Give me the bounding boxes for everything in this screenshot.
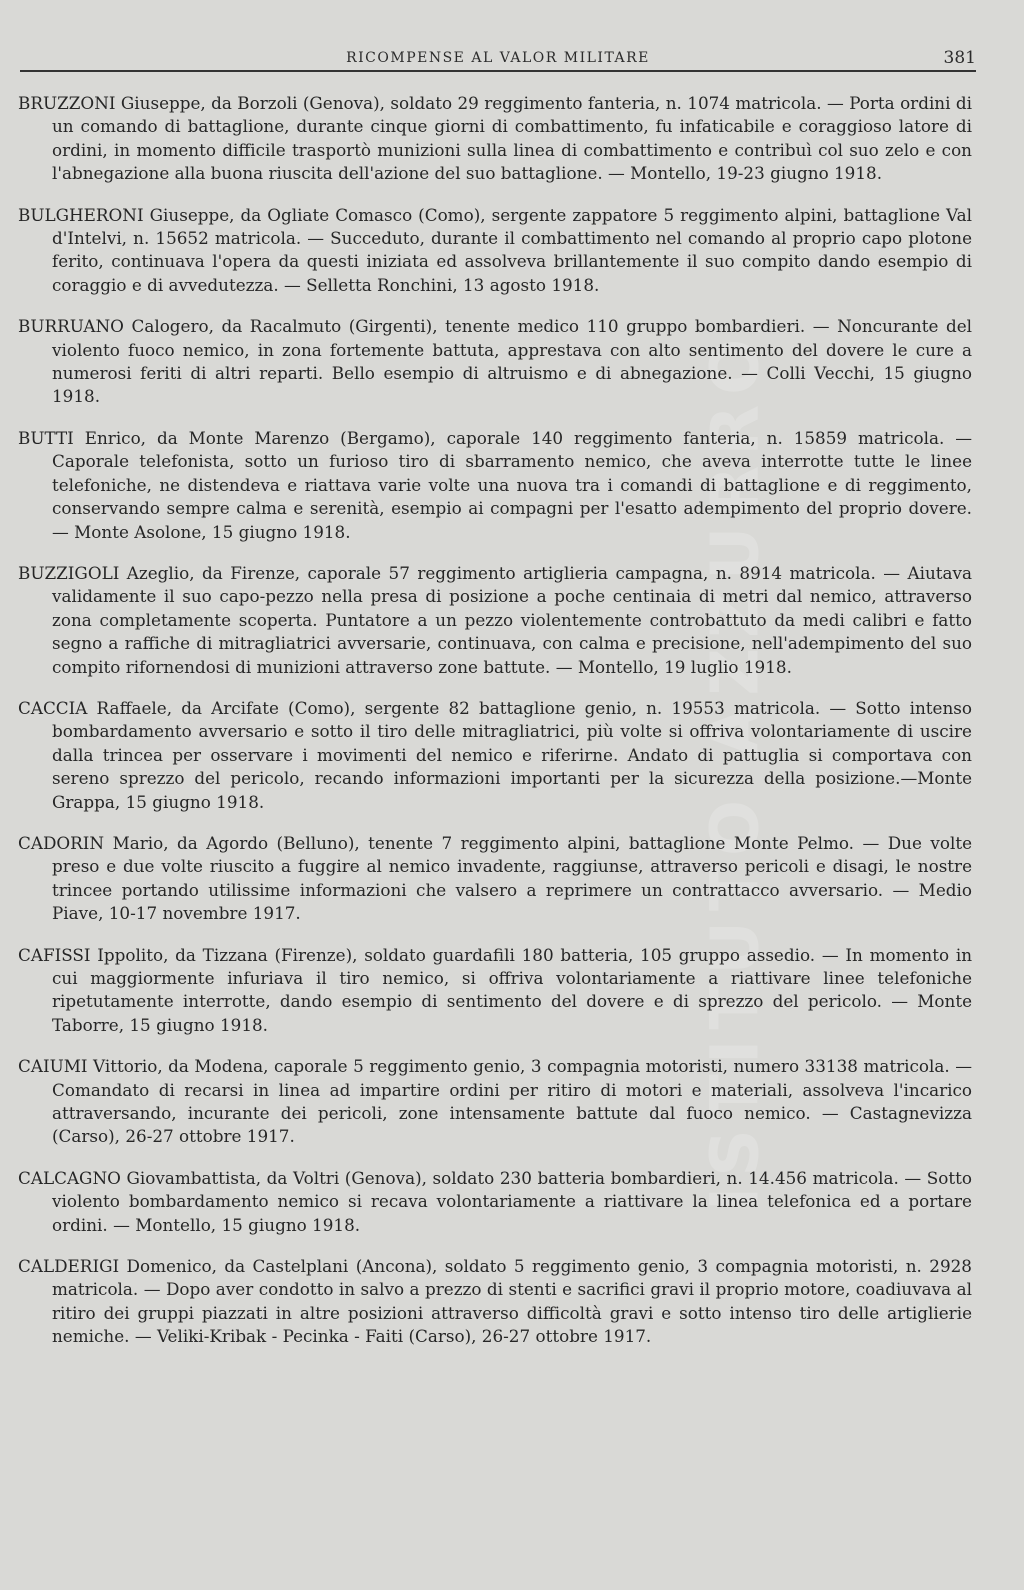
citation-list xyxy=(18,92,972,1367)
running-title: RICOMPENSE AL VALOR MILITARE xyxy=(346,50,650,66)
citation-entry: CAFISSI Ippolito, da Tizzana (Firenze), soldato guardafili 180 batteria, 105 gruppo assedio. — In momento in cui maggiormente infuriava il tiro nemico, si offriva volontariamente a riattivare linee telefoniche ripetutamente interrotte, dando esempio di sentimento del dovere e di sprezzo del pericolo. — Monte Taborre, 15 giugno 1918. xyxy=(18,944,972,1035)
citation-entry: BUTTI Enrico, da Monte Marenzo (Bergamo), caporale 140 reggimento fanteria, n. 15859 matricola. — Caporale telefonista, sotto un furioso tiro di sbarramento nemico, che aveva interrotte tutte le linee telefoniche, ne distendeva e riattava varie volte una nuova tra i comandi di battaglione e di reggimento, conservando sempre calma e serenità, esempio ai compagni per l'esatto adempimento del proprio dovere. — Monte Asolone, 15 giugno 1918. xyxy=(18,427,972,542)
citation-entry: BULGHERONI Giuseppe, da Ogliate Comasco (Como), sergente zappatore 5 reggimento alpini, battaglione Val d'Intelvi, n. 15652 matricola. — Succeduto, durante il combattimento nel comando al proprio capo plotone ferito, continuava l'opera da questi iniziata ed assolveva brillantemente il suo compito dando esempio di coraggio e di avvedutezza. — Selletta Ronchini, 13 agosto 1918. xyxy=(18,204,972,295)
citation-entry: CACCIA Raffaele, da Arcifate (Como), sergente 82 battaglione genio, n. 19553 matricola. — Sotto intenso bombardamento avversario e sotto il tiro delle mitragliatrici, più volte si offriva volontariamente di uscire dalla trincea per osservare i movimenti del nemico e riferirne. Andato di pattuglia si comportava con sereno sprezzo del pericolo, recando informazioni importanti per la sicurezza della posizione.—Monte Grappa, 15 giugno 1918. xyxy=(18,697,972,812)
page-header xyxy=(20,44,976,72)
citation-entry: CALDERIGI Domenico, da Castelplani (Ancona), soldato 5 reggimento genio, 3 compagnia motoristi, n. 2928 matricola. — Dopo aver condotto in salvo a prezzo di stenti e sacrifici gravi il proprio motore, coadiuvava al ritiro dei gruppi piazzati in altre posizioni attraverso difficoltà gravi e sotto intenso tiro delle artiglierie nemiche. — Veliki-Kribak - Pecinka - Faiti (Carso), 26-27 ottobre 1917. xyxy=(18,1256,972,1347)
citation-entry: CALCAGNO Giovambattista, da Voltri (Genova), soldato 230 batteria bombardieri, n. 14.456 matricola. — Sotto violento bombardamento nemico si recava volontariamente a riattivare la linea telefonica ed a portare ordini. — Montello, 15 giugno 1918. xyxy=(18,1167,972,1235)
citation-entry: BURRUANO Calogero, da Racalmuto (Girgenti), tenente medico 110 gruppo bombardieri. — Noncurante del violento fuoco nemico, in zona fortemente battuta, apprestava con alto sentimento del dovere le cure a numerosi feriti di altri reparti. Bello esempio di altruismo e di abnegazione. — Colli Vecchi, 15 giugno 1918. xyxy=(18,316,972,407)
page-number: 381 xyxy=(943,48,976,68)
citation-entry: BRUZZONI Giuseppe, da Borzoli (Genova), soldato 29 reggimento fanteria, n. 1074 matricola. — Porta ordini di un comando di battaglione, durante cinque giorni di combattimento, fu infaticabile e coraggioso latore di ordini, in momento difficile trasportò munizioni sulla linea di combattimento e contribuì col suo zelo e con l'abnegazione alla buona riuscita dell'azione del suo battaglione. — Montello, 19-23 giugno 1918. xyxy=(18,93,972,184)
citation-entry: CADORIN Mario, da Agordo (Belluno), tenente 7 reggimento alpini, battaglione Monte Pelmo. — Due volte preso e due volte riuscito a fuggire al nemico invadente, raggiunse, attraverso pericoli e disagi, le nostre trincee portando utilissime informazioni che valsero a reprimere un contrattacco avversario. — Medio Piave, 10-17 novembre 1917. xyxy=(18,832,972,924)
citation-entry: BUZZIGOLI Azeglio, da Firenze, caporale 57 reggimento artiglieria campagna, n. 8914 matricola. — Aiutava validamente il suo capo-pezzo nella presa di posizione a poche centinaia di metri dal nemico, attraverso zona completamente scoperta. Puntatore a un pezzo violentemente controbattuto da medi calibri e fatto segno a raffiche di mitragliatrici avversarie, continuava, con calma e precisione, nell'adempimento del suo compito rifornendosi di munizioni attraverso zone battute. — Montello, 19 luglio 1918. xyxy=(18,562,972,677)
watermark-text: ISTITUTO AZZURRO xyxy=(696,328,774,1212)
citation-entry: CAIUMI Vittorio, da Modena, caporale 5 reggimento genio, 3 compagnia motoristi, numero 33138 matricola. — Comandato di recarsi in linea ad impartire ordini per ritiro di motori e materiali, assolveva l'incarico attraversando, incurante dei pericoli, zone intensamente battute dal fuoco nemico. — Castagnevizza (Carso), 26-27 ottobre 1917. xyxy=(18,1056,972,1147)
